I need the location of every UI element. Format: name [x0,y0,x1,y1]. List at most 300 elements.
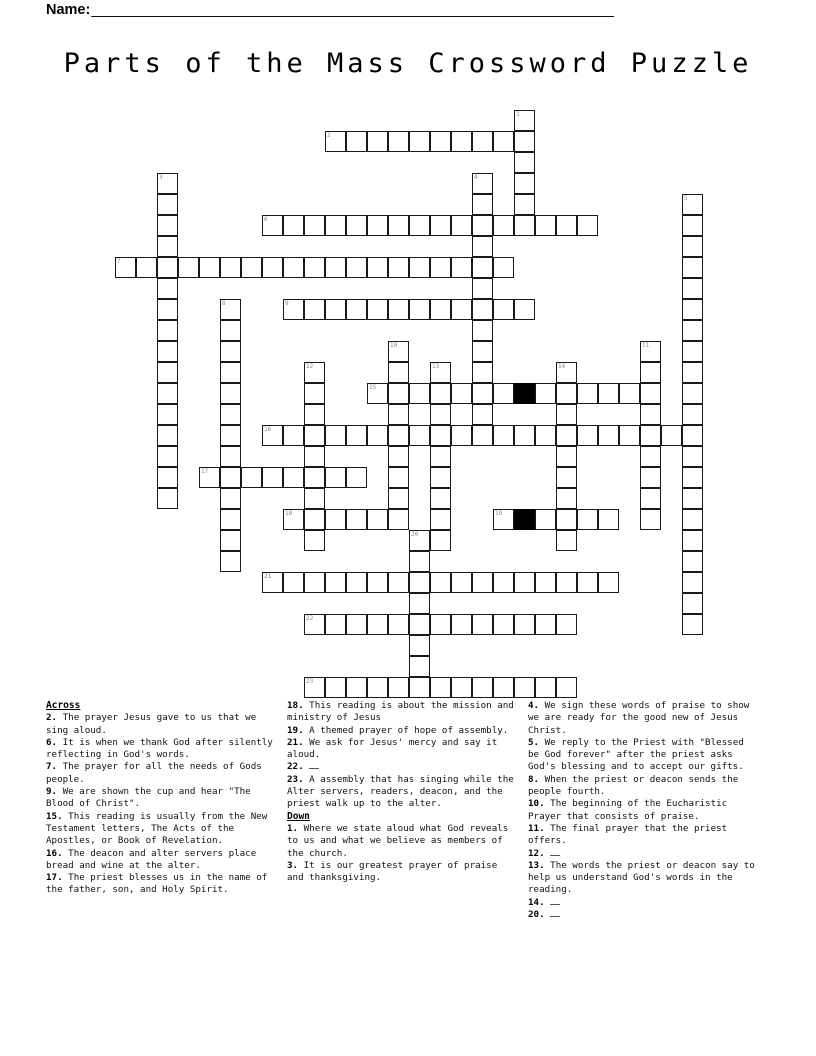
grid-cell[interactable] [556,404,577,425]
grid-cell-number: 9 [285,300,289,307]
grid-cell[interactable] [556,488,577,509]
grid-cell[interactable] [682,194,703,215]
grid-cell-number: 18 [285,510,293,517]
grid-cell[interactable] [367,383,388,404]
grid-cell-number: 14 [558,363,566,370]
grid-cell-number: 12 [306,363,314,370]
grid-cell[interactable] [157,341,178,362]
grid-cell[interactable] [682,236,703,257]
grid-cell[interactable] [157,467,178,488]
grid-cell[interactable] [682,299,703,320]
clue-number: 16. [46,847,63,859]
grid-cell[interactable] [451,131,472,152]
grid-cell[interactable] [262,572,283,593]
grid-cell[interactable] [409,215,430,236]
grid-cell[interactable] [451,215,472,236]
grid-cell[interactable] [283,215,304,236]
grid-cell[interactable] [430,383,451,404]
grid-cell[interactable] [430,446,451,467]
grid-cell[interactable] [430,257,451,278]
grid-cell[interactable] [199,257,220,278]
grid-cell[interactable] [409,635,430,656]
grid-cell[interactable] [472,614,493,635]
grid-cell[interactable] [493,299,514,320]
clue-across-23 [287,774,519,811]
grid-cell[interactable] [367,299,388,320]
grid-cell[interactable] [409,656,430,677]
grid-cell[interactable] [157,425,178,446]
grid-cell[interactable] [430,530,451,551]
grid-cell[interactable] [472,362,493,383]
grid-cell[interactable] [472,404,493,425]
grid-cell[interactable] [409,425,430,446]
grid-cell[interactable] [451,425,472,446]
grid-cell[interactable] [682,593,703,614]
grid-cell[interactable] [556,677,577,698]
grid-cell[interactable] [472,425,493,446]
grid-cell[interactable] [409,593,430,614]
grid-cell-number: 3 [159,174,163,181]
grid-cell[interactable] [556,446,577,467]
clue-down-11 [528,823,760,848]
grid-cell[interactable] [409,614,430,635]
grid-cell[interactable] [304,488,325,509]
grid-cell[interactable] [157,173,178,194]
grid-cell-number: 19 [495,510,503,517]
grid-cell[interactable] [535,425,556,446]
clue-blank [550,848,560,856]
grid-cell[interactable] [682,509,703,530]
grid-cell[interactable] [304,362,325,383]
grid-cell[interactable] [514,194,535,215]
grid-cell[interactable] [556,509,577,530]
grid-cell[interactable] [493,257,514,278]
grid-cell[interactable] [430,467,451,488]
grid-cell[interactable] [535,509,556,530]
grid-cell[interactable] [346,425,367,446]
grid-cell[interactable] [451,299,472,320]
grid-cell[interactable] [556,614,577,635]
clue-number: 10. [528,798,545,810]
grid-cell[interactable] [367,257,388,278]
grid-cell[interactable] [388,131,409,152]
grid-cell[interactable] [346,572,367,593]
grid-cell[interactable] [577,383,598,404]
clue-text: The final prayer that the priest offers. [528,822,728,847]
grid-cell[interactable] [430,215,451,236]
grid-cell[interactable] [409,131,430,152]
grid-cell[interactable] [325,509,346,530]
grid-cell[interactable] [556,425,577,446]
grid-cell[interactable] [325,614,346,635]
grid-cell[interactable] [682,257,703,278]
grid-cell[interactable] [514,299,535,320]
grid-cell[interactable] [157,320,178,341]
grid-cell[interactable] [409,383,430,404]
grid-cell[interactable] [388,467,409,488]
grid-cell[interactable] [283,467,304,488]
grid-cell[interactable] [640,488,661,509]
grid-cell[interactable] [367,572,388,593]
grid-cell[interactable] [367,509,388,530]
grid-cell[interactable] [304,509,325,530]
clue-text: The beginning of the Eucharistic Prayer that consists of praise. [528,798,728,822]
grid-cell[interactable] [304,467,325,488]
grid-cell[interactable] [598,383,619,404]
grid-cell[interactable] [157,236,178,257]
grid-cell[interactable] [388,509,409,530]
clue-number: 5. [528,736,540,748]
grid-cell-number: 11 [642,342,650,349]
grid-cell[interactable] [493,614,514,635]
clue-number: 2. [46,712,58,724]
grid-cell-number: 4 [474,174,478,181]
clue-down-14 [528,897,760,909]
grid-cell[interactable] [304,215,325,236]
grid-cell[interactable] [283,257,304,278]
grid-cell[interactable] [556,572,577,593]
grid-cell[interactable] [220,383,241,404]
clue-across-2 [46,712,278,737]
grid-cell[interactable] [535,614,556,635]
clue-number: 23. [287,773,304,785]
grid-cell[interactable] [535,677,556,698]
grid-cell[interactable] [472,278,493,299]
grid-cell[interactable] [220,257,241,278]
clue-number: 8. [528,773,540,785]
clue-across-15 [46,811,278,848]
clue-text: We ask for Jesus' mercy and say it aloud. [287,736,498,761]
grid-cell[interactable] [472,194,493,215]
grid-cell[interactable] [157,194,178,215]
grid-cell[interactable] [325,467,346,488]
grid-cell[interactable] [430,614,451,635]
grid-cell[interactable] [598,572,619,593]
grid-cell[interactable] [493,677,514,698]
grid-cell[interactable] [514,215,535,236]
grid-cell[interactable] [430,509,451,530]
grid-cell[interactable] [346,131,367,152]
grid-cell[interactable] [493,215,514,236]
grid-cell[interactable] [640,509,661,530]
grid-cell[interactable] [220,488,241,509]
grid-cell[interactable] [451,572,472,593]
grid-cell[interactable] [640,446,661,467]
clue-text: It is our greatest prayer of praise and thanksgiving. [287,859,498,884]
clue-column-1 [46,700,287,970]
grid-cell[interactable] [304,446,325,467]
grid-cell[interactable] [430,488,451,509]
grid-cell-number: 21 [264,573,272,580]
grid-cell[interactable] [346,257,367,278]
grid-cell[interactable] [388,215,409,236]
clue-text: This reading is usually from the New Testament letters, The Acts of the Apostles, or Book of Revelation. [46,810,268,847]
grid-cell[interactable] [262,467,283,488]
grid-cell[interactable] [388,257,409,278]
grid-cell[interactable] [304,404,325,425]
grid-cell[interactable] [640,341,661,362]
grid-cell[interactable] [157,299,178,320]
grid-cell[interactable] [367,614,388,635]
grid-cell[interactable] [535,215,556,236]
grid-cell[interactable] [640,425,661,446]
grid-cell[interactable] [262,257,283,278]
clue-number: 6. [46,736,58,748]
grid-cell[interactable] [157,215,178,236]
grid-cell[interactable] [367,425,388,446]
grid-cell[interactable] [556,362,577,383]
grid-cell[interactable] [430,131,451,152]
grid-cell[interactable] [682,362,703,383]
grid-cell[interactable] [682,320,703,341]
grid-cell[interactable] [472,383,493,404]
grid-cell[interactable] [409,677,430,698]
grid-cell[interactable] [682,467,703,488]
grid-cell[interactable] [514,152,535,173]
grid-cell[interactable] [640,404,661,425]
grid-cell[interactable] [220,299,241,320]
grid-cell[interactable] [346,299,367,320]
clue-column-2 [287,700,528,970]
grid-cell[interactable] [367,677,388,698]
grid-cell[interactable] [304,257,325,278]
grid-cell[interactable] [682,530,703,551]
grid-cell[interactable] [409,299,430,320]
clue-text: A assembly that has singing while the Alter servers, readers, deacon, and the priest walk up to the alter. [287,773,514,810]
clue-text: It is when we thank God after silently reflecting in God's words. [46,736,273,761]
grid-cell[interactable] [514,173,535,194]
grid-cell[interactable] [325,299,346,320]
grid-cell[interactable] [598,425,619,446]
grid-cell[interactable] [472,173,493,194]
grid-cell-number: 7 [117,258,121,265]
grid-cell[interactable] [493,425,514,446]
grid-cell[interactable] [241,467,262,488]
grid-cell[interactable] [283,572,304,593]
grid-cell[interactable] [304,299,325,320]
grid-cell[interactable] [493,572,514,593]
grid-cell[interactable] [472,257,493,278]
grid-cell[interactable] [430,425,451,446]
grid-cell[interactable] [136,257,157,278]
grid-cell[interactable] [640,383,661,404]
grid-cell[interactable] [262,425,283,446]
grid-cell[interactable] [535,383,556,404]
grid-cell-number: 15 [369,384,377,391]
grid-cell[interactable] [157,383,178,404]
grid-cell[interactable] [472,215,493,236]
grid-cell[interactable] [388,383,409,404]
grid-cell[interactable] [262,215,283,236]
grid-cell[interactable] [283,509,304,530]
grid-cell[interactable] [409,257,430,278]
grid-cell[interactable] [472,677,493,698]
grid-cell[interactable] [304,614,325,635]
grid-cell[interactable] [451,677,472,698]
grid-cell[interactable] [388,677,409,698]
grid-cell[interactable] [325,425,346,446]
grid-cell[interactable] [682,488,703,509]
clue-text: We sign these words of praise to show we are ready for the good new of Jesus Christ. [528,700,750,736]
grid-cell[interactable] [682,383,703,404]
grid-cell[interactable] [220,467,241,488]
clue-number: 21. [287,736,304,748]
grid-cell[interactable] [682,404,703,425]
grid-cell[interactable] [388,488,409,509]
clue-text: This reading is about the mission and ministry of Jesus [287,700,514,724]
clue-number: 19. [287,724,304,736]
grid-cell[interactable] [514,677,535,698]
grid-cell[interactable] [220,362,241,383]
grid-cell[interactable] [556,215,577,236]
clue-across-6 [46,737,278,762]
grid-cell-number: 16 [264,426,272,433]
grid-cell[interactable] [346,467,367,488]
grid-cell[interactable] [115,257,136,278]
grid-cell[interactable] [430,404,451,425]
grid-cell[interactable] [619,383,640,404]
grid-cell[interactable] [283,425,304,446]
grid-cell[interactable] [220,551,241,572]
grid-cell[interactable] [556,530,577,551]
grid-cell[interactable] [451,614,472,635]
grid-cell-number: 6 [264,216,268,223]
grid-cell[interactable] [325,572,346,593]
grid-cell[interactable] [493,131,514,152]
grid-cell[interactable] [577,572,598,593]
grid-cell[interactable] [304,425,325,446]
grid-cell[interactable] [514,131,535,152]
grid-block [514,383,535,404]
grid-cell[interactable] [409,572,430,593]
grid-cell[interactable] [325,677,346,698]
grid-cell[interactable] [430,677,451,698]
grid-cell[interactable] [514,110,535,131]
clue-down-1 [287,823,519,860]
clue-text: Where we state aloud what God reveals to us and what we believe as members of the church. [287,822,509,859]
grid-cell[interactable] [598,509,619,530]
grid-cell[interactable] [346,215,367,236]
grid-cell[interactable] [220,530,241,551]
grid-cell[interactable] [388,362,409,383]
grid-cell[interactable] [388,614,409,635]
grid-cell[interactable] [514,572,535,593]
grid-cell[interactable] [388,299,409,320]
grid-cell[interactable] [304,677,325,698]
grid-cell[interactable] [682,215,703,236]
grid-cell[interactable] [514,425,535,446]
grid-cell[interactable] [577,215,598,236]
grid-cell[interactable] [220,320,241,341]
grid-cell[interactable] [346,509,367,530]
grid-cell[interactable] [682,572,703,593]
clue-number: 18. [287,700,304,711]
grid-cell[interactable] [346,614,367,635]
grid-cell[interactable] [493,383,514,404]
grid-cell[interactable] [451,383,472,404]
grid-cell[interactable] [472,572,493,593]
grid-cell[interactable] [220,404,241,425]
grid-cell[interactable] [556,383,577,404]
clue-down-12 [528,848,760,860]
grid-cell[interactable] [451,257,472,278]
grid-cell[interactable] [157,404,178,425]
grid-cell[interactable] [640,362,661,383]
grid-cell[interactable] [388,572,409,593]
grid-cell[interactable] [430,299,451,320]
grid-cell[interactable] [199,467,220,488]
grid-cell[interactable] [682,341,703,362]
grid-cell[interactable] [430,572,451,593]
grid-cell[interactable] [304,572,325,593]
grid-cell[interactable] [472,299,493,320]
grid-cell[interactable] [388,446,409,467]
grid-cell[interactable] [157,257,178,278]
grid-cell[interactable] [472,320,493,341]
grid-cell[interactable] [472,131,493,152]
grid-cell[interactable] [304,383,325,404]
clue-number: 13. [528,859,545,871]
clue-blank [550,909,560,917]
grid-cell[interactable] [220,425,241,446]
grid-cell[interactable] [388,425,409,446]
grid-cell[interactable] [514,614,535,635]
clue-number: 4. [528,700,540,711]
grid-cell[interactable] [325,215,346,236]
grid-cell[interactable] [493,509,514,530]
grid-cell[interactable] [619,425,640,446]
grid-cell[interactable] [283,299,304,320]
grid-cell-number: 5 [684,195,688,202]
grid-cell[interactable] [661,425,682,446]
grid-cell[interactable] [388,341,409,362]
clue-across-22 [287,761,519,773]
grid-cell[interactable] [367,215,388,236]
grid-cell[interactable] [241,257,262,278]
grid-cell[interactable] [388,404,409,425]
grid-cell[interactable] [577,509,598,530]
grid-cell[interactable] [157,278,178,299]
grid-cell[interactable] [367,131,388,152]
grid-cell[interactable] [346,677,367,698]
grid-cell[interactable] [472,236,493,257]
grid-cell[interactable] [682,551,703,572]
grid-cell[interactable] [157,446,178,467]
grid-cell[interactable] [157,362,178,383]
clue-text: When the priest or deacon sends the people fourth. [528,773,739,798]
grid-cell[interactable] [472,341,493,362]
grid-cell[interactable] [682,446,703,467]
grid-cell[interactable] [304,530,325,551]
grid-cell[interactable] [220,341,241,362]
grid-cell[interactable] [682,278,703,299]
grid-cell[interactable] [430,362,451,383]
grid-cell[interactable] [178,257,199,278]
grid-cell[interactable] [682,425,703,446]
grid-cell[interactable] [325,257,346,278]
grid-cell[interactable] [325,131,346,152]
grid-cell[interactable] [220,446,241,467]
grid-cell[interactable] [640,467,661,488]
grid-cell[interactable] [535,572,556,593]
grid-cell[interactable] [409,551,430,572]
grid-cell[interactable] [157,488,178,509]
grid-cell[interactable] [577,425,598,446]
grid-cell[interactable] [556,467,577,488]
grid-cell[interactable] [220,509,241,530]
grid-cell[interactable] [682,614,703,635]
grid-cell[interactable] [409,530,430,551]
